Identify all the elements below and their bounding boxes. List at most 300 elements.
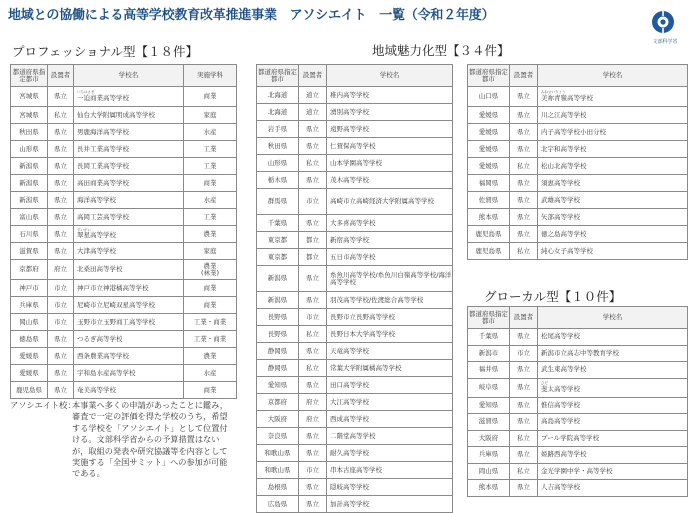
school-cell [538, 175, 688, 192]
owner-cell: 市立 [48, 297, 74, 314]
school-name: 仙台大学附属明成高等学校 [77, 110, 155, 119]
prefecture-cell: 新潟県 [11, 175, 48, 192]
school-name: 大多喜高等学校 [330, 218, 376, 227]
owner-cell: 県立 [48, 192, 74, 209]
prefecture-cell: 和歌山県 [257, 462, 299, 479]
school-name: 松山北高等学校 [541, 161, 587, 170]
table-row [468, 141, 688, 158]
owner-cell: 県立 [510, 362, 538, 379]
note-label: アソシエイト校： [10, 400, 76, 410]
table-row [468, 414, 688, 431]
school-cell [327, 411, 453, 428]
table-row [257, 428, 453, 445]
school-name: 茂木高等学校 [330, 175, 369, 184]
owner-cell: 県立 [48, 141, 74, 158]
school-name: 武生東高等学校 [541, 365, 587, 374]
table-row [257, 445, 453, 462]
school-name: 須恵高等学校 [541, 178, 580, 187]
school-cell [74, 280, 184, 297]
owner-cell: 県立 [510, 124, 538, 141]
prefecture-cell: 栃木県 [257, 172, 299, 189]
prefecture-cell: 鹿児島県 [468, 226, 510, 243]
table-row [11, 209, 237, 226]
owner-cell: 県立 [48, 226, 74, 243]
prefecture-cell: 新潟県 [11, 192, 48, 209]
prefecture-cell: 滋賀県 [11, 243, 48, 260]
table-row [257, 411, 453, 428]
school-cell [74, 175, 184, 192]
prefecture-cell: 新潟県 [257, 266, 299, 292]
owner-cell: 県立 [48, 209, 74, 226]
owner-cell: 県立 [510, 141, 538, 158]
owner-cell: 私立 [299, 326, 327, 343]
school-name: 高崎市立高崎経済大学附属高等学校 [330, 197, 434, 206]
school-cell [74, 382, 184, 399]
school-name: 翠星高等学校 [77, 231, 116, 240]
school-name: 耐久高等学校 [330, 448, 369, 457]
prefecture-cell: 福岡県 [468, 175, 510, 192]
prefecture-cell: 大阪府 [257, 411, 299, 428]
department-cell: 工業・商業 [184, 331, 237, 348]
school-name: 海洋高等学校 [77, 195, 116, 204]
prefecture-cell: 新潟市 [468, 345, 510, 362]
school-name: 玉野市立玉野商工高等学校 [77, 317, 155, 326]
owner-cell: 私立 [510, 430, 538, 447]
owner-cell: 県立 [48, 158, 74, 175]
prefecture-cell: 群馬県 [257, 189, 299, 215]
department-cell: 水産 [184, 192, 237, 209]
prefecture-cell: 秋田県 [11, 124, 48, 141]
prefecture-cell: 和歌山県 [257, 445, 299, 462]
header-prefecture: 都道府県指定都市 [468, 307, 510, 329]
department-cell: 家庭 [184, 243, 237, 260]
header-owner: 設置者 [510, 65, 538, 87]
school-name: 神戸市立神港橘高等学校 [77, 283, 149, 292]
prefecture-cell: 愛知県 [468, 397, 510, 414]
owner-cell: 市立 [299, 462, 327, 479]
table-row [468, 124, 688, 141]
owner-cell: 県立 [510, 87, 538, 107]
prefecture-cell: 大阪府 [468, 430, 510, 447]
owner-cell: 県立 [299, 215, 327, 232]
school-name: 長野日本大学高等学校 [330, 329, 395, 338]
school-name: 田口高等学校 [330, 380, 369, 389]
owner-cell: 県立 [299, 343, 327, 360]
school-name: 西条農業高等学校 [77, 351, 129, 360]
prefecture-cell: 愛媛県 [468, 141, 510, 158]
prefecture-cell: 滋賀県 [468, 414, 510, 431]
table-row [11, 243, 237, 260]
table-row [257, 394, 453, 411]
header-owner: 設置者 [48, 65, 74, 87]
table-row [468, 107, 688, 124]
owner-cell: 県立 [510, 397, 538, 414]
school-cell [74, 107, 184, 124]
school-name: プール学院高等学校 [541, 433, 600, 442]
owner-cell: 県立 [48, 124, 74, 141]
department-cell: 商業 [184, 297, 237, 314]
school-cell [538, 124, 688, 141]
prefecture-cell: 新潟県 [11, 158, 48, 175]
school-cell [327, 87, 453, 104]
school-cell [538, 430, 688, 447]
school-cell [538, 362, 688, 379]
school-name: 山本学園高等学校 [330, 158, 382, 167]
school-name: 人吉高等学校 [541, 483, 580, 492]
owner-cell: 道立 [299, 87, 327, 104]
owner-cell: 私立 [48, 107, 74, 124]
owner-cell: 県立 [299, 377, 327, 394]
table-row [468, 158, 688, 175]
owner-cell: 県立 [48, 382, 74, 399]
school-name: 新宿高等学校 [330, 235, 369, 244]
owner-cell: 県立 [510, 480, 538, 497]
school-name: 新潟市立高志中等教育学校 [541, 348, 619, 357]
owner-cell: 県立 [299, 266, 327, 292]
prefecture-cell: 京都府 [257, 394, 299, 411]
owner-cell: 私立 [299, 360, 327, 377]
school-cell [538, 480, 688, 497]
school-cell [538, 158, 688, 175]
department-cell: 商業 [184, 280, 237, 297]
table-row [468, 243, 688, 260]
school-cell [327, 496, 453, 513]
school-name: 高岡工芸高等学校 [77, 212, 129, 221]
table-row [257, 215, 453, 232]
table-row [257, 462, 453, 479]
school-cell [327, 360, 453, 377]
prefecture-cell: 愛媛県 [11, 365, 48, 382]
school-name: 宇和島水産高等学校 [77, 368, 136, 377]
school-name: 斐太高等学校 [541, 384, 580, 393]
owner-cell: 市立 [299, 189, 327, 215]
school-name: 高田商業高等学校 [77, 178, 129, 187]
logo-label: 文部科学省 [652, 39, 678, 45]
prefecture-cell: 広島県 [257, 496, 299, 513]
table-row [468, 345, 688, 362]
owner-cell: 県立 [48, 243, 74, 260]
prefecture-cell: 東京都 [257, 232, 299, 249]
owner-cell: 県立 [510, 192, 538, 209]
prefecture-cell: 奈良県 [257, 428, 299, 445]
owner-cell: 県立 [299, 292, 327, 309]
school-name: 男鹿海洋高等学校 [77, 127, 129, 136]
table-row [257, 496, 453, 513]
prefecture-cell: 岡山県 [468, 463, 510, 480]
school-cell [74, 331, 184, 348]
department-cell: 水産 [184, 365, 237, 382]
table-row [11, 192, 237, 209]
school-name: 五日市高等学校 [330, 252, 376, 261]
table-row [468, 209, 688, 226]
table-row [11, 297, 237, 314]
table-row [257, 292, 453, 309]
school-name: 湧別高等学校 [330, 107, 369, 116]
table-row [257, 377, 453, 394]
header-prefecture: 都道府県指定都市 [257, 65, 299, 87]
prefecture-cell: 山形県 [11, 141, 48, 158]
school-cell [327, 394, 453, 411]
school-name: 二階堂高等学校 [330, 431, 376, 440]
prefecture-cell: 静岡県 [257, 343, 299, 360]
school-cell [538, 397, 688, 414]
owner-cell: 府立 [299, 394, 327, 411]
owner-cell: 県立 [299, 445, 327, 462]
table-row [11, 107, 237, 124]
owner-cell: 市立 [510, 345, 538, 362]
owner-cell: 県立 [510, 226, 538, 243]
table-row [468, 362, 688, 379]
school-cell [74, 297, 184, 314]
prefecture-cell: 岡山県 [11, 314, 48, 331]
owner-cell: 私立 [299, 155, 327, 172]
table-row [11, 280, 237, 297]
school-cell [327, 428, 453, 445]
owner-cell: 県立 [510, 107, 538, 124]
school-cell [538, 141, 688, 158]
school-cell [327, 462, 453, 479]
department-cell: 工業 [184, 158, 237, 175]
table-row [257, 326, 453, 343]
prefecture-cell: 愛媛県 [468, 107, 510, 124]
table-row [257, 360, 453, 377]
school-name: 美祢青嶺高等学校 [541, 93, 593, 102]
school-name: 北桑田高等学校 [77, 265, 123, 274]
department-cell: 工業 [184, 209, 237, 226]
table-row [468, 430, 688, 447]
table-row [11, 87, 237, 107]
table-row [257, 87, 453, 104]
table-row [468, 329, 688, 346]
school-ruby: ひだ [541, 381, 548, 386]
owner-cell: 県立 [299, 479, 327, 496]
table-row [468, 397, 688, 414]
school-cell [74, 348, 184, 365]
mext-logo-icon [651, 10, 675, 34]
school-cell [538, 107, 688, 124]
school-name: 川之江高等学校 [541, 110, 587, 119]
owner-cell: 県立 [510, 378, 538, 397]
prefecture-cell: 宮城県 [11, 87, 48, 107]
school-name: 惟信高等学校 [541, 400, 580, 409]
table-row [257, 189, 453, 215]
owner-cell: 県立 [510, 447, 538, 464]
table-row [11, 365, 237, 382]
note-text: 本事業へ多くの申請があったことに鑑み，審査で一定の評価を得た学校のうち，希望する学校を「アソシエイト」として位置付ける。文部科学省からの予算措置はないが，取組の発表や研究協議等を内容として実施する「全国サミット」への参加が可能である。 [72, 400, 228, 479]
table-row [257, 343, 453, 360]
school-ruby: みねせいりょう [541, 90, 566, 95]
owner-cell: 県立 [48, 87, 74, 107]
school-name: 羽茂高等学校/佐渡総合高等学校 [330, 295, 424, 304]
table-row [468, 226, 688, 243]
school-name: 長野市立長野高等学校 [330, 312, 395, 321]
table-row [257, 249, 453, 266]
header-owner: 設置者 [299, 65, 327, 87]
department-cell: 農業 (林業) [184, 260, 237, 280]
school-name: 西成高等学校 [330, 414, 369, 423]
school-cell [538, 192, 688, 209]
school-name: 内子高等学校小田分校 [541, 127, 606, 136]
table-row [11, 348, 237, 365]
department-cell: 水産 [184, 124, 237, 141]
school-cell [327, 172, 453, 189]
owner-cell: 市立 [48, 314, 74, 331]
owner-cell: 県立 [510, 209, 538, 226]
owner-cell: 都立 [299, 249, 327, 266]
school-cell [327, 445, 453, 462]
professional-section-title: プロフェッショナル型【１８件】 [12, 44, 199, 59]
school-cell [538, 378, 688, 397]
school-cell [74, 192, 184, 209]
table-row [11, 382, 237, 399]
regional-section-title: 地域魅力化型【３４件】 [372, 43, 510, 58]
school-name: 金光学園中学・高等学校 [541, 466, 613, 475]
prefecture-cell: 山口県 [468, 87, 510, 107]
school-cell [327, 232, 453, 249]
school-cell [538, 463, 688, 480]
school-cell [327, 249, 453, 266]
header-department: 実施学科 [184, 65, 237, 87]
school-name: 串本古座高等学校 [330, 465, 382, 474]
school-name: 稚内高等学校 [330, 90, 369, 99]
regional-table-continued [467, 64, 688, 260]
school-cell [327, 104, 453, 121]
school-cell [538, 345, 688, 362]
school-cell [74, 226, 184, 243]
owner-cell: 県立 [299, 172, 327, 189]
table-row [257, 104, 453, 121]
table-row [257, 479, 453, 496]
table-row [257, 155, 453, 172]
school-name: 隠岐高等学校 [330, 482, 369, 491]
prefecture-cell: 愛媛県 [468, 124, 510, 141]
prefecture-cell: 鹿児島県 [468, 243, 510, 260]
school-name: 徳之島高等学校 [541, 229, 587, 238]
prefecture-cell: 熊本県 [468, 480, 510, 497]
table-row [11, 175, 237, 192]
school-name: 大江高等学校 [330, 397, 369, 406]
prefecture-cell: 福井県 [468, 362, 510, 379]
school-name: 純心女子高等学校 [541, 246, 593, 255]
school-ruby: いちはさま [77, 90, 95, 95]
table-row [257, 266, 453, 292]
table-row [468, 480, 688, 497]
header-school: 学校名 [74, 65, 184, 87]
school-cell [327, 309, 453, 326]
prefecture-cell: 徳島県 [11, 331, 48, 348]
table-row [468, 87, 688, 107]
page-title: 地域との協働による高等学校教育改革推進事業 アソシエイト 一覧（令和２年度） [8, 8, 495, 23]
school-cell [74, 141, 184, 158]
prefecture-cell: 長野県 [257, 309, 299, 326]
prefecture-cell: 北海道 [257, 104, 299, 121]
prefecture-cell: 山形県 [257, 155, 299, 172]
table-row [468, 447, 688, 464]
department-cell: 工業・商業 [184, 314, 237, 331]
owner-cell: 県立 [299, 428, 327, 445]
owner-cell: 県立 [299, 121, 327, 138]
school-cell [74, 158, 184, 175]
prefecture-cell: 熊本県 [468, 209, 510, 226]
prefecture-cell: 岐阜県 [468, 378, 510, 397]
school-cell [327, 155, 453, 172]
school-name: 矢部高等学校 [541, 212, 580, 221]
prefecture-cell: 富山県 [11, 209, 48, 226]
school-cell [538, 414, 688, 431]
school-name: 仁賀保高等学校 [330, 141, 376, 150]
prefecture-cell: 鹿児島県 [11, 382, 48, 399]
school-cell [74, 87, 184, 107]
prefecture-cell: 東京都 [257, 249, 299, 266]
school-name: 長井工業高等学校 [77, 144, 129, 153]
owner-cell: 県立 [510, 329, 538, 346]
school-name: 糸魚川高等学校/糸魚川白嶺高等学校/海洋高等学校 [330, 270, 452, 286]
owner-cell: 市立 [48, 280, 74, 297]
prefecture-cell: 千葉県 [468, 329, 510, 346]
school-name: 高島高等学校 [541, 417, 580, 426]
school-cell [74, 260, 184, 280]
school-cell [327, 266, 453, 292]
prefecture-cell: 千葉県 [257, 215, 299, 232]
table-row [257, 172, 453, 189]
school-name: 奄美高等学校 [77, 385, 116, 394]
table-row [468, 192, 688, 209]
school-cell [327, 121, 453, 138]
prefecture-cell: 北海道 [257, 87, 299, 104]
header-prefecture: 都道府県指定都市 [468, 65, 510, 87]
table-row [257, 121, 453, 138]
table-row [257, 232, 453, 249]
table-row [11, 314, 237, 331]
school-name: 姫路西高等学校 [541, 450, 587, 459]
school-name: 武雄高等学校 [541, 195, 580, 204]
prefecture-cell: 長野県 [257, 326, 299, 343]
school-cell [538, 243, 688, 260]
prefecture-cell: 愛媛県 [468, 158, 510, 175]
owner-cell: 県立 [510, 175, 538, 192]
department-cell: 工業 [184, 141, 237, 158]
owner-cell: 県立 [299, 496, 327, 513]
school-name: 大津高等学校 [77, 246, 116, 255]
school-name: 加計高等学校 [330, 499, 369, 508]
header-prefecture: 都道府県指定都市 [11, 65, 48, 87]
owner-cell: 道立 [299, 104, 327, 121]
school-name: 天竜高等学校 [330, 346, 369, 355]
department-cell: 家庭 [184, 107, 237, 124]
owner-cell: 県立 [299, 138, 327, 155]
header-owner: 設置者 [510, 307, 538, 329]
owner-cell: 府立 [48, 260, 74, 280]
professional-table [10, 64, 237, 399]
table-row [11, 158, 237, 175]
school-name: 常葉大学附属橘高等学校 [330, 363, 402, 372]
prefecture-cell: 秋田県 [257, 138, 299, 155]
prefecture-cell: 石川県 [11, 226, 48, 243]
school-name: 尼崎市立尼崎双星高等学校 [77, 300, 155, 309]
school-name: 長岡工業高等学校 [77, 161, 129, 170]
school-cell [327, 326, 453, 343]
owner-cell: 県立 [48, 348, 74, 365]
department-cell: 商業 [184, 175, 237, 192]
school-cell [538, 447, 688, 464]
school-cell [327, 377, 453, 394]
header-school: 学校名 [538, 65, 688, 87]
school-cell [74, 209, 184, 226]
owner-cell: 私立 [510, 243, 538, 260]
table-row [11, 260, 237, 280]
table-row [468, 175, 688, 192]
table-row [468, 378, 688, 397]
